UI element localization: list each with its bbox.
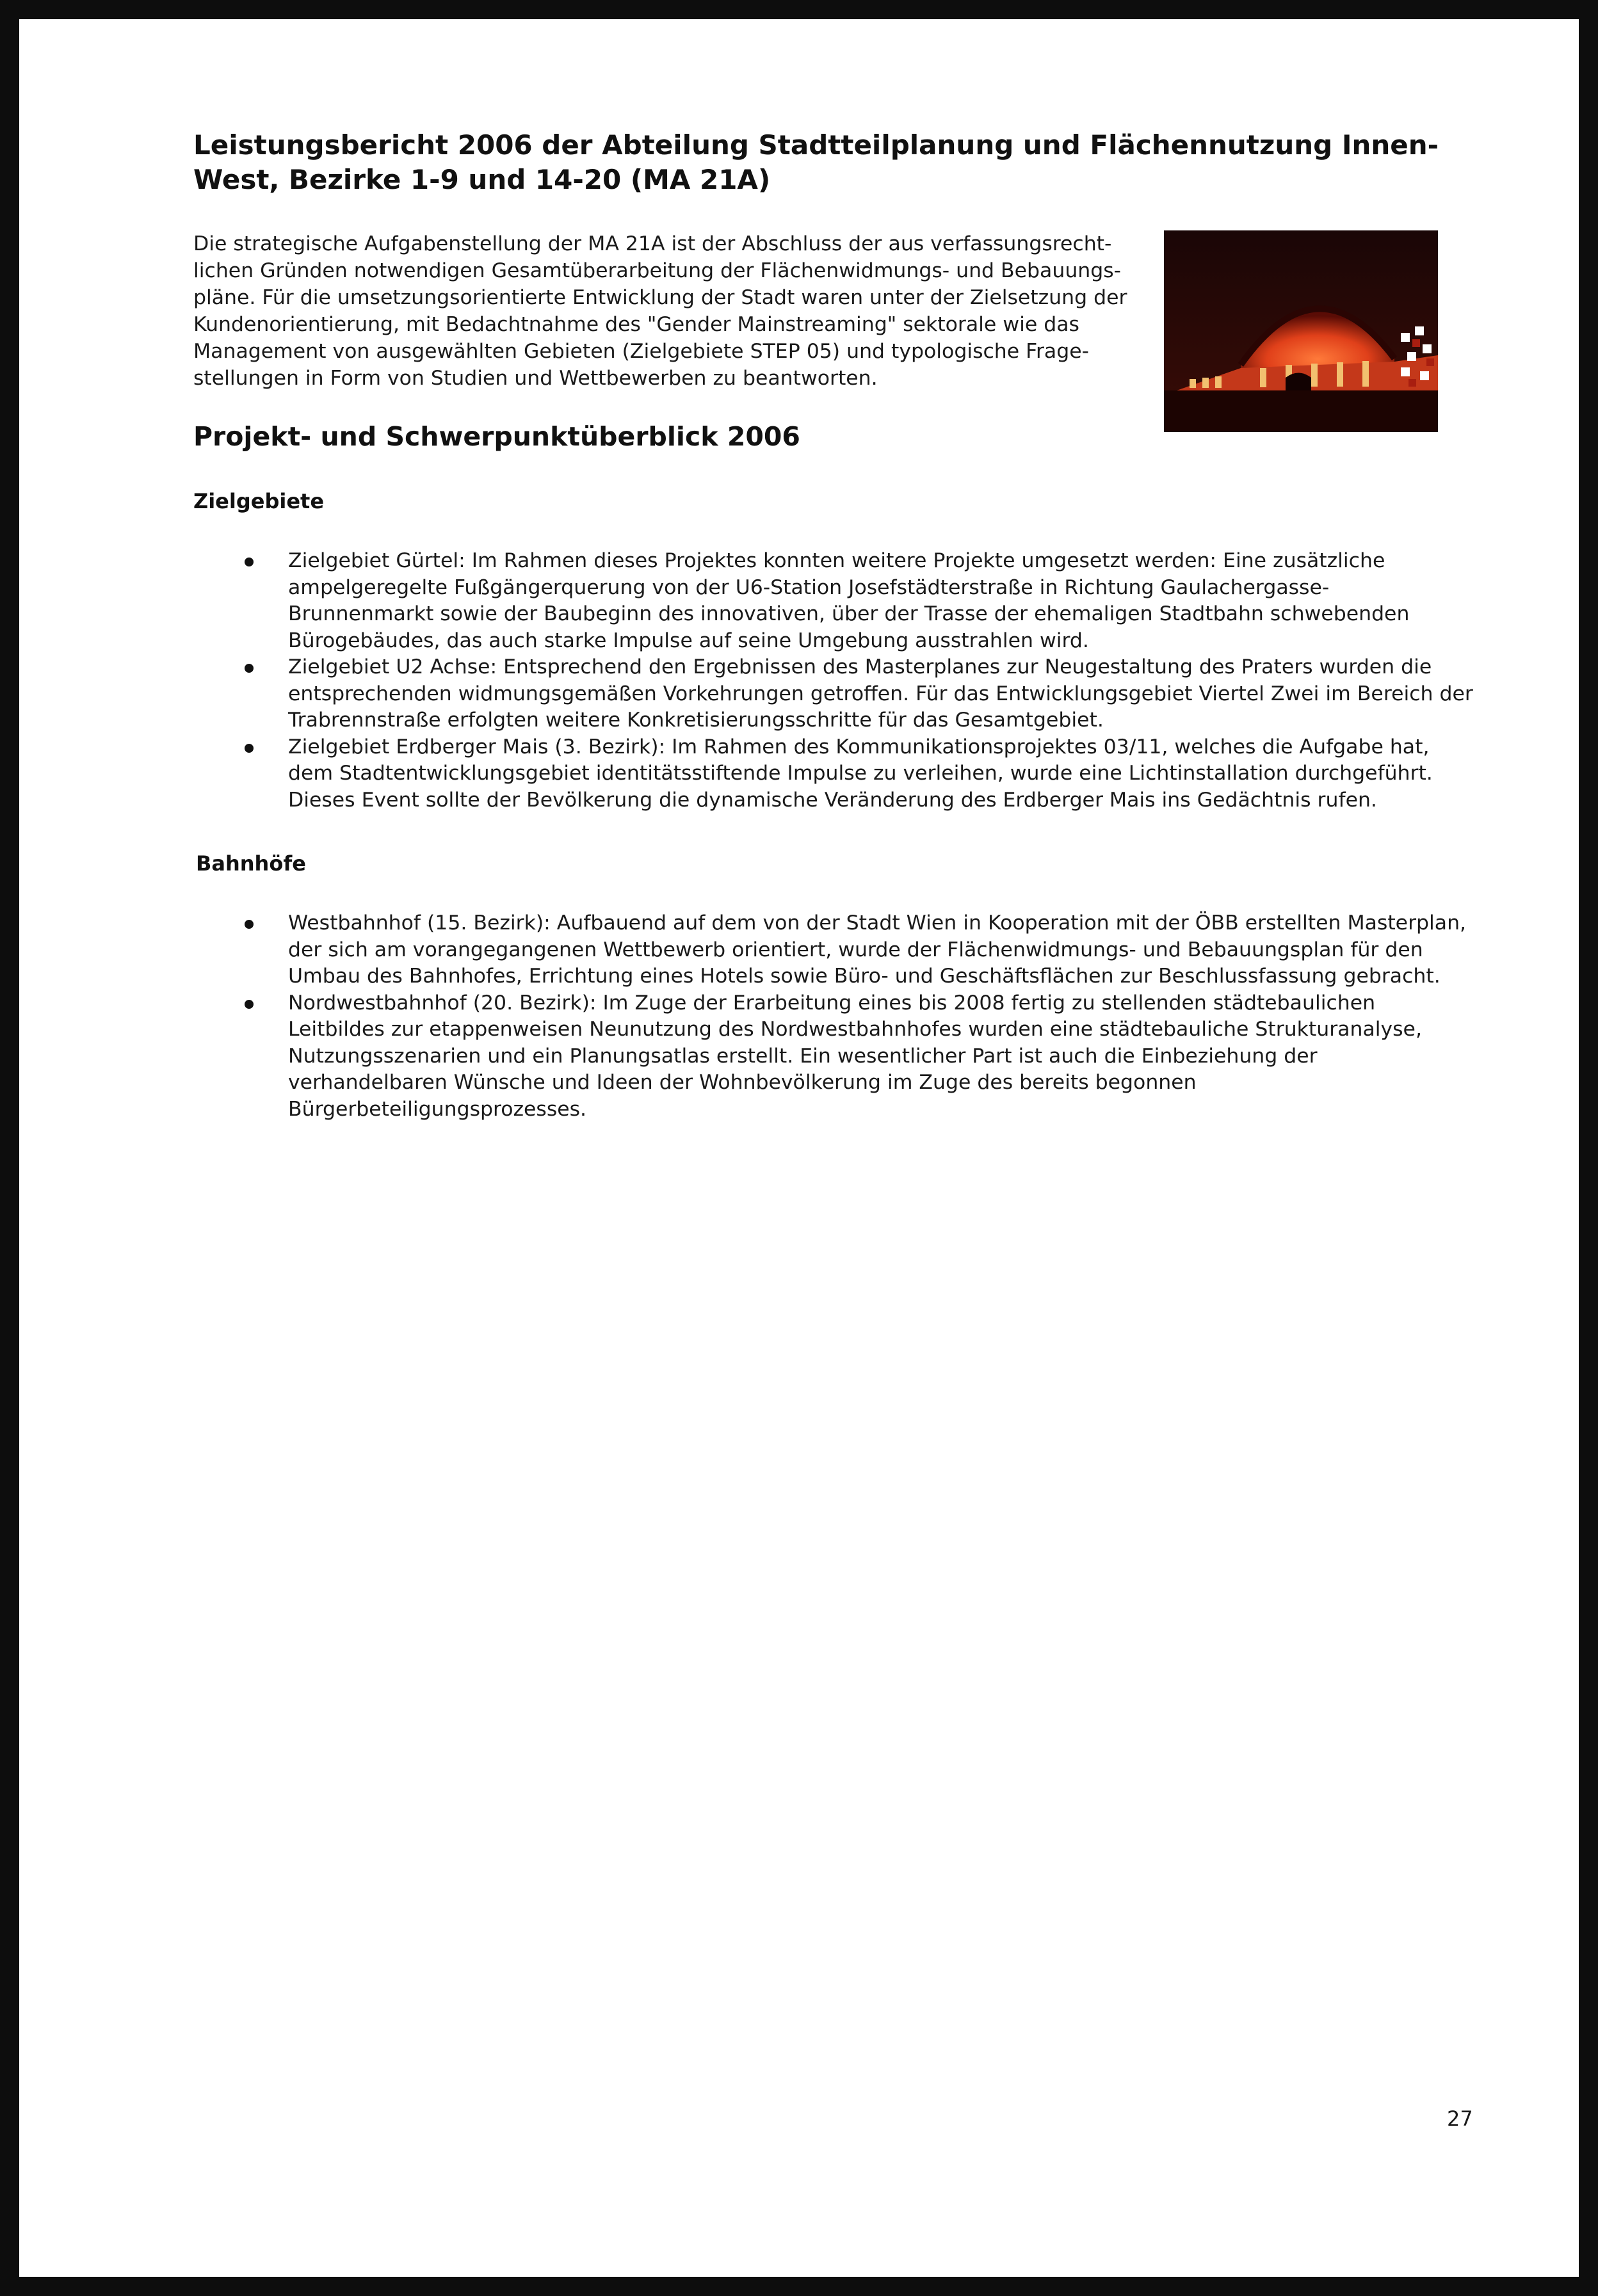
document-page [19,19,1579,2277]
list-item [245,548,1474,654]
page-title: Leistungsbericht 2006 der Abteilung Stadtteilplanung und Flächennutzung Innen-West, Bezirke 1-9 und 14-20 (MA 21A) [193,129,1439,195]
list-item [245,734,1474,814]
list-item-text: Zielgebiet Gürtel: Im Rahmen dieses Projektes konnten weitere Projekte umgesetzt werden: Eine zusätzliche ampelgeregelte Fußgängerquerung von der U6-Station Josefstädterstraße in Richtung Gaulachergasse-Brunnenmarkt sowie der Baubeginn des innovativen, über der Trasse der ehemaligen Stadtbahn schwebenden Bürogebäudes, das auch starke Impulse auf seine Umgebung ausstrahlen wird. [288,549,1410,652]
list-item-text: Westbahnhof (15. Bezirk): Aufbauend auf dem von der Stadt Wien in Kooperation mit der ÖBB erstellten Masterplan, der sich am vorangegangenen Wettbewerb orientiert, wurde der Flächenwidmungs- und Bebauungsplan für den Umbau des Bahnhofes, Errichtung eines Hotels sowie Büro- und Geschäftsflächen zur Beschlussfassung gebracht. [288,911,1467,988]
intro-paragraph: Die strategische Aufgabenstellung der MA 21A ist der Abschluss der aus verfassungsrecht-lichen Gründen notwendigen Gesamtüberarbeitung der Flächenwidmungs- und Bebauungs-pläne. Für die umsetzungsorientierte Entwicklung der Stadt waren unter der Zielsetzung der Kundenorientierung, mit Bedachtnahme des "Gender Mainstreaming" sektorale wie das Management von ausgewählten Gebieten (Zielgebiete STEP 05) und typologische Frage-stellungen in Form von Studien und Wettbewerben zu beantworten. [193,232,1127,390]
light-installation-photo [1164,230,1438,432]
page-number: 27 [1447,2107,1473,2131]
list-item-text: Zielgebiet U2 Achse: Entsprechend den Ergebnissen des Masterplanes zur Neugestaltung des Praters wurden die entsprechenden widmungsgemäßen Vorkehrungen getroffen. Für das Entwicklungsgebiet Viertel Zwei im Bereich der Trabrennstraße erfolgten weitere Konkretisierungsschritte für das Gesamtgebiet. [288,655,1473,732]
bullet-icon [245,1000,254,1009]
list-item [245,910,1474,990]
bullet-icon [245,664,254,673]
bahnhoefe-list [245,910,1474,1123]
bullet-icon [245,920,254,929]
bullet-icon [245,744,254,753]
list-item [245,654,1474,734]
list-item-text: Nordwestbahnhof (20. Bezirk): Im Zuge der Erarbeitung eines bis 2008 fertig zu stellenden städtebaulichen Leitbildes zur etappenweisen Neunutzung des Nordwestbahnhofes wurden eine städtebauliche Strukturanalyse, Nutzungsszenarien und ein Planungsatlas erstellt. Ein wesentlicher Part ist auch die Einbeziehung der verhandelbaren Wünsche und Ideen der Wohnbevölkerung im Zuge des bereits begonnen Bürgerbeteiligungsprozesses. [288,991,1422,1121]
list-item [245,990,1474,1123]
subheading-bahnhoefe: Bahnhöfe [196,851,306,876]
section-heading-overview: Projekt- und Schwerpunktüberblick 2006 [193,421,800,452]
bullet-icon [245,558,254,566]
subheading-zielgebiete: Zielgebiete [193,489,325,513]
zielgebiete-list [245,548,1474,814]
list-item-text: Zielgebiet Erdberger Mais (3. Bezirk): Im Rahmen des Kommunikationsprojektes 03/11, welches die Aufgabe hat, dem Stadtentwicklungsgebiet identitätsstiftende Impulse zu verleihen, wurde eine Lichtinstallation durchgeführt. Dieses Event sollte der Bevölkerung die dynamische Veränderung des Erdberger Mais ins Gedächtnis rufen. [288,735,1433,812]
